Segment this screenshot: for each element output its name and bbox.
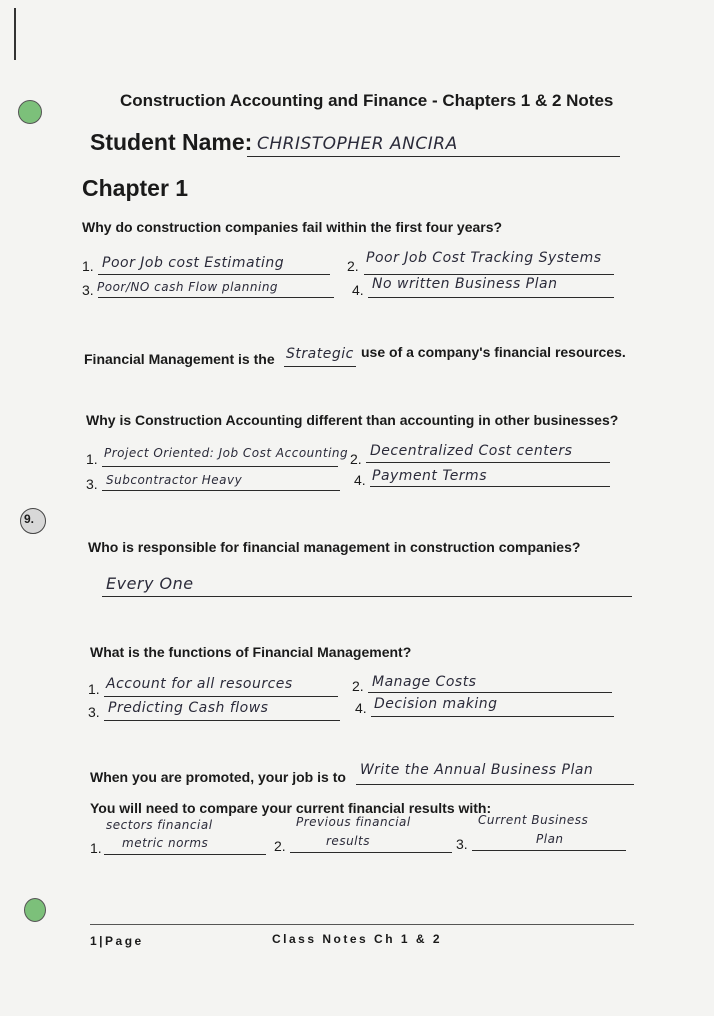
answer-line [368,297,614,298]
answer-text: metric norms [122,836,209,850]
question-compare: You will need to compare your current financial results with: [90,800,492,816]
question-different: Why is Construction Accounting different than accounting in other businesses? [86,412,619,428]
binder-hole-bottom [24,898,46,922]
binder-mark [14,8,16,60]
answer-number: 1. [88,681,100,697]
footer-rule [90,924,634,925]
promotion-answer: Write the Annual Business Plan [360,762,594,778]
answer-text: Decision making [374,696,498,712]
answer-number: 3. [456,836,468,852]
answer-line [371,716,614,717]
student-name-line [247,156,620,157]
answer-number: 2. [350,451,362,467]
answer-text: Project Oriented: Job Cost Accounting [104,446,349,460]
question-fail: Why do construction companies fail within the first four years? [82,219,503,235]
answer-line [370,486,610,487]
compare-note: Current Business [478,813,589,827]
fm-answer-line [284,366,356,367]
answer-line [102,490,340,491]
answer-line [98,274,330,275]
answer-number: 1. [82,258,94,274]
binder-hole-top [18,100,42,124]
answer-number: 2. [347,258,359,274]
answer-line [104,854,266,855]
footer-center: Class Notes Ch 1 & 2 [272,932,443,946]
compare-note: Previous financial [296,815,411,829]
answer-line [102,466,338,467]
answer-text: Decentralized Cost centers [370,443,573,459]
answer-text: Plan [536,832,564,846]
answer-line [102,596,632,597]
fm-prefix: Financial Management is the [84,351,275,367]
answer-line [104,720,340,721]
answer-number: 4. [352,282,364,298]
chapter-heading: Chapter 1 [82,175,189,201]
answer-text: Predicting Cash flows [108,700,269,716]
answer-text: results [326,834,370,848]
answer-line [364,274,614,275]
promotion-line [356,784,634,785]
answer-text: Poor Job Cost Tracking Systems [366,250,602,266]
page-title: Construction Accounting and Finance - Chapters 1 & 2 Notes [120,91,614,110]
answer-number: 2. [274,838,286,854]
answer-number: 3. [82,282,94,298]
answer-number: 4. [355,700,367,716]
compare-note: sectors financial [106,818,213,832]
answer-line [472,850,626,851]
footer-page: 1|Page [90,934,144,948]
answer-text: Every One [106,574,194,593]
question-functions: What is the functions of Financial Management? [90,644,412,660]
promotion-prefix: When you are promoted, your job is to [90,769,346,785]
answer-line [98,297,334,298]
answer-text: Payment Terms [372,468,487,484]
answer-number: 1. [90,840,102,856]
answer-line [104,696,338,697]
answer-number: 4. [354,472,366,488]
answer-text: No written Business Plan [372,276,558,292]
answer-text: Subcontractor Heavy [106,473,243,487]
fm-answer: Strategic [286,346,354,362]
answer-text: Account for all resources [106,676,293,692]
answer-text: Poor Job cost Estimating [102,255,285,271]
answer-text: Manage Costs [372,674,477,690]
answer-number: 3. [88,704,100,720]
answer-number: 2. [352,678,364,694]
student-name-label: Student Name: [90,129,253,155]
answer-line [290,852,452,853]
answer-line [368,692,612,693]
answer-text: Poor/NO cash Flow planning [97,280,279,294]
fm-suffix: use of a company's financial resources. [361,344,626,360]
question-responsible: Who is responsible for financial management in construction companies? [88,539,581,555]
student-name-value: CHRISTOPHER ANCIRA [257,134,458,154]
answer-line [366,462,610,463]
answer-number: 3. [86,476,98,492]
margin-mark: 9. [24,512,35,526]
answer-number: 1. [86,451,98,467]
